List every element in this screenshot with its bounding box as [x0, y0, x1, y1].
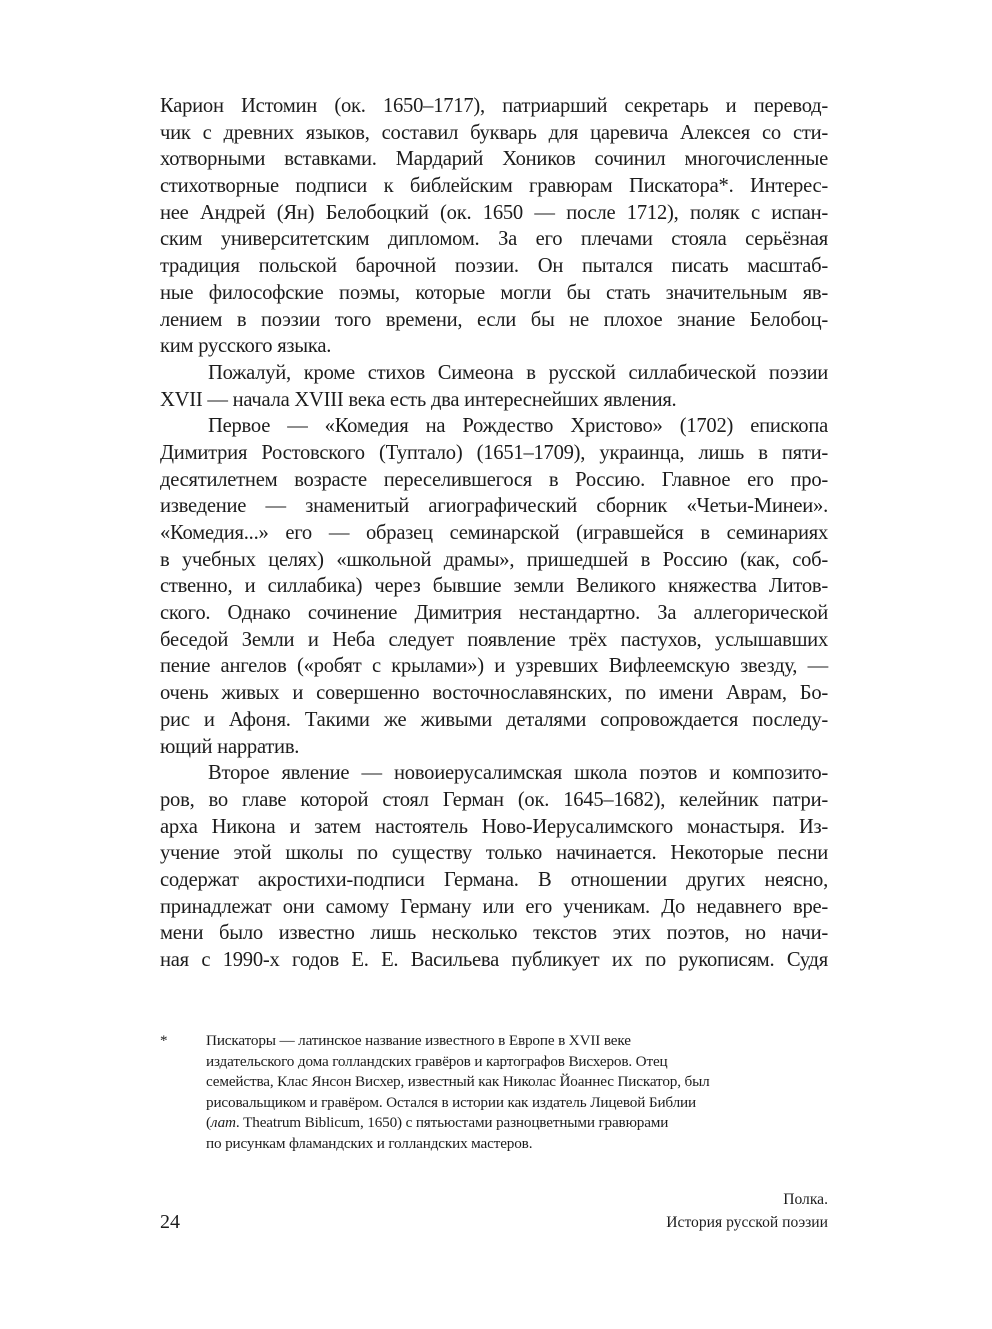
text-line: XVII — начала XVIII века есть два интереснейших явления.: [160, 388, 677, 411]
text-line: ским университетским дипломом. За его плечами стояла серьёзная: [160, 228, 828, 251]
text-line: арха Никона и затем настоятель Ново-Иерусалимского монастыря. Из-: [160, 815, 828, 838]
text-line: десятилетнем возрасте переселившегося в Россию. Главное его про-: [160, 468, 828, 491]
text-line: ким русского языка.: [160, 335, 332, 358]
footnote-line: Пискаторы — латинское название известного в Европе в XVII веке: [206, 1032, 631, 1049]
text-line: ющий нарратив.: [160, 735, 300, 758]
text-line: лением в поэзии того времени, если бы не плохое знание Белобоц-: [160, 308, 828, 331]
text-line: традиция польской барочной поэзии. Он пытался писать масштаб-: [160, 255, 828, 278]
text-line: принадлежат они самому Герману или его ученикам. До недавнего вре-: [160, 895, 828, 918]
footnote-line-rest: с пятьюстами разноцветными гравюрами: [405, 1114, 669, 1131]
text-line: стихотворные подписи к библейским гравюрам Пискатора*. Интерес-: [160, 175, 828, 198]
footnote-line: [206, 1113, 846, 1134]
running-title: [666, 1188, 828, 1234]
footnote-abbrev-lat: лат: [210, 1114, 236, 1131]
text-line: очень живых и совершенно восточнославянских, по имени Аврам, Бо-: [160, 682, 828, 705]
text-line: ров, во главе которой стоял Герман (ок. 1645–1682), келейник патри-: [160, 788, 828, 811]
text-line: рис и Афоня. Такими же живыми деталями сопровождается последу-: [160, 708, 828, 731]
text-line: ная с 1990-х годов Е. Е. Васильева публикует их по рукописям. Судя: [160, 949, 828, 971]
text-line: учение этой школы по существу только начинается. Некоторые песни: [160, 842, 828, 865]
text-line: хотворными вставками. Мардарий Хоников сочинил многочисленные: [160, 148, 828, 171]
footnote-body: [206, 1031, 846, 1154]
footnote-line: рисовальщиком и гравёром. Остался в истории как издатель Лицевой Библии: [206, 1093, 697, 1111]
page-number: 24: [160, 1211, 180, 1233]
text-line: в учебных целях) «школьной драмы», пришедшей в Россию (как, соб-: [160, 548, 828, 571]
text-line: «Комедия...» его — образец семинарской (игравшейся в семинариях: [160, 522, 828, 544]
footnote-citation: . Theatrum Biblicum, 1650): [235, 1114, 406, 1131]
text-line: Пожалуй, кроме стихов Симеона в русской силлабической поэзии: [208, 361, 828, 384]
text-line: нее Андрей (Ян) Белобоцкий (ок. 1650 — после 1712), поляк с испан-: [160, 201, 828, 224]
text-line: ского. Однако сочинение Димитрия нестандартно. За аллегорической: [160, 602, 828, 625]
footnote-marker: *: [160, 1033, 168, 1049]
running-title-series: Полка.: [783, 1191, 828, 1208]
text-line: мени было известно лишь несколько текстов этих поэтов, но начи-: [160, 922, 828, 945]
text-line: беседой Земли и Неба следует появление трёх пастухов, услышавших: [160, 628, 828, 651]
page-footer: [160, 1188, 828, 1238]
footnote-paren: (: [206, 1114, 211, 1131]
footnote-line: по рисункам фламандских и голландских мастеров.: [206, 1134, 533, 1152]
text-line: чик с древних языков, составил букварь для царевича Алексея со сти-: [160, 121, 828, 144]
text-line: ственно, и силлабика) через бывшие земли Великого княжества Литов-: [160, 575, 828, 598]
text-line: Второе явление — новоиерусалимская школа поэтов и композито-: [208, 762, 828, 785]
footnote-line: издательского дома голландских гравёров и картографов Висхеров. Отец: [206, 1052, 668, 1070]
text-line: содержат акростихи-подписи Германа. В отношении других неясно,: [160, 868, 828, 891]
text-line: Первое — «Комедия на Рождество Христово» (1702) епископа: [208, 415, 828, 438]
running-title-book: История русской поэзии: [666, 1214, 828, 1231]
main-text: [160, 93, 828, 974]
text-line: Димитрия Ростовского (Туптало) (1651–1709), украинца, лишь в пяти-: [160, 441, 828, 464]
text-line: ные философские поэмы, которые могли бы стать значительным яв-: [160, 281, 828, 304]
text-line: пение ангелов («робят с крылами») и узревших Вифлеемскую звезду, —: [160, 655, 828, 678]
text-line: Карион Истомин (ок. 1650–1717), патриарший секретарь и перевод-: [160, 95, 828, 117]
text-line: изведение — знаменитый агиографический сборник «Четьи-Минеи».: [160, 495, 828, 518]
footnote-line: семейства, Клас Янсон Висхер, известный как Николас Йоаннес Пискатор, был: [206, 1073, 710, 1090]
